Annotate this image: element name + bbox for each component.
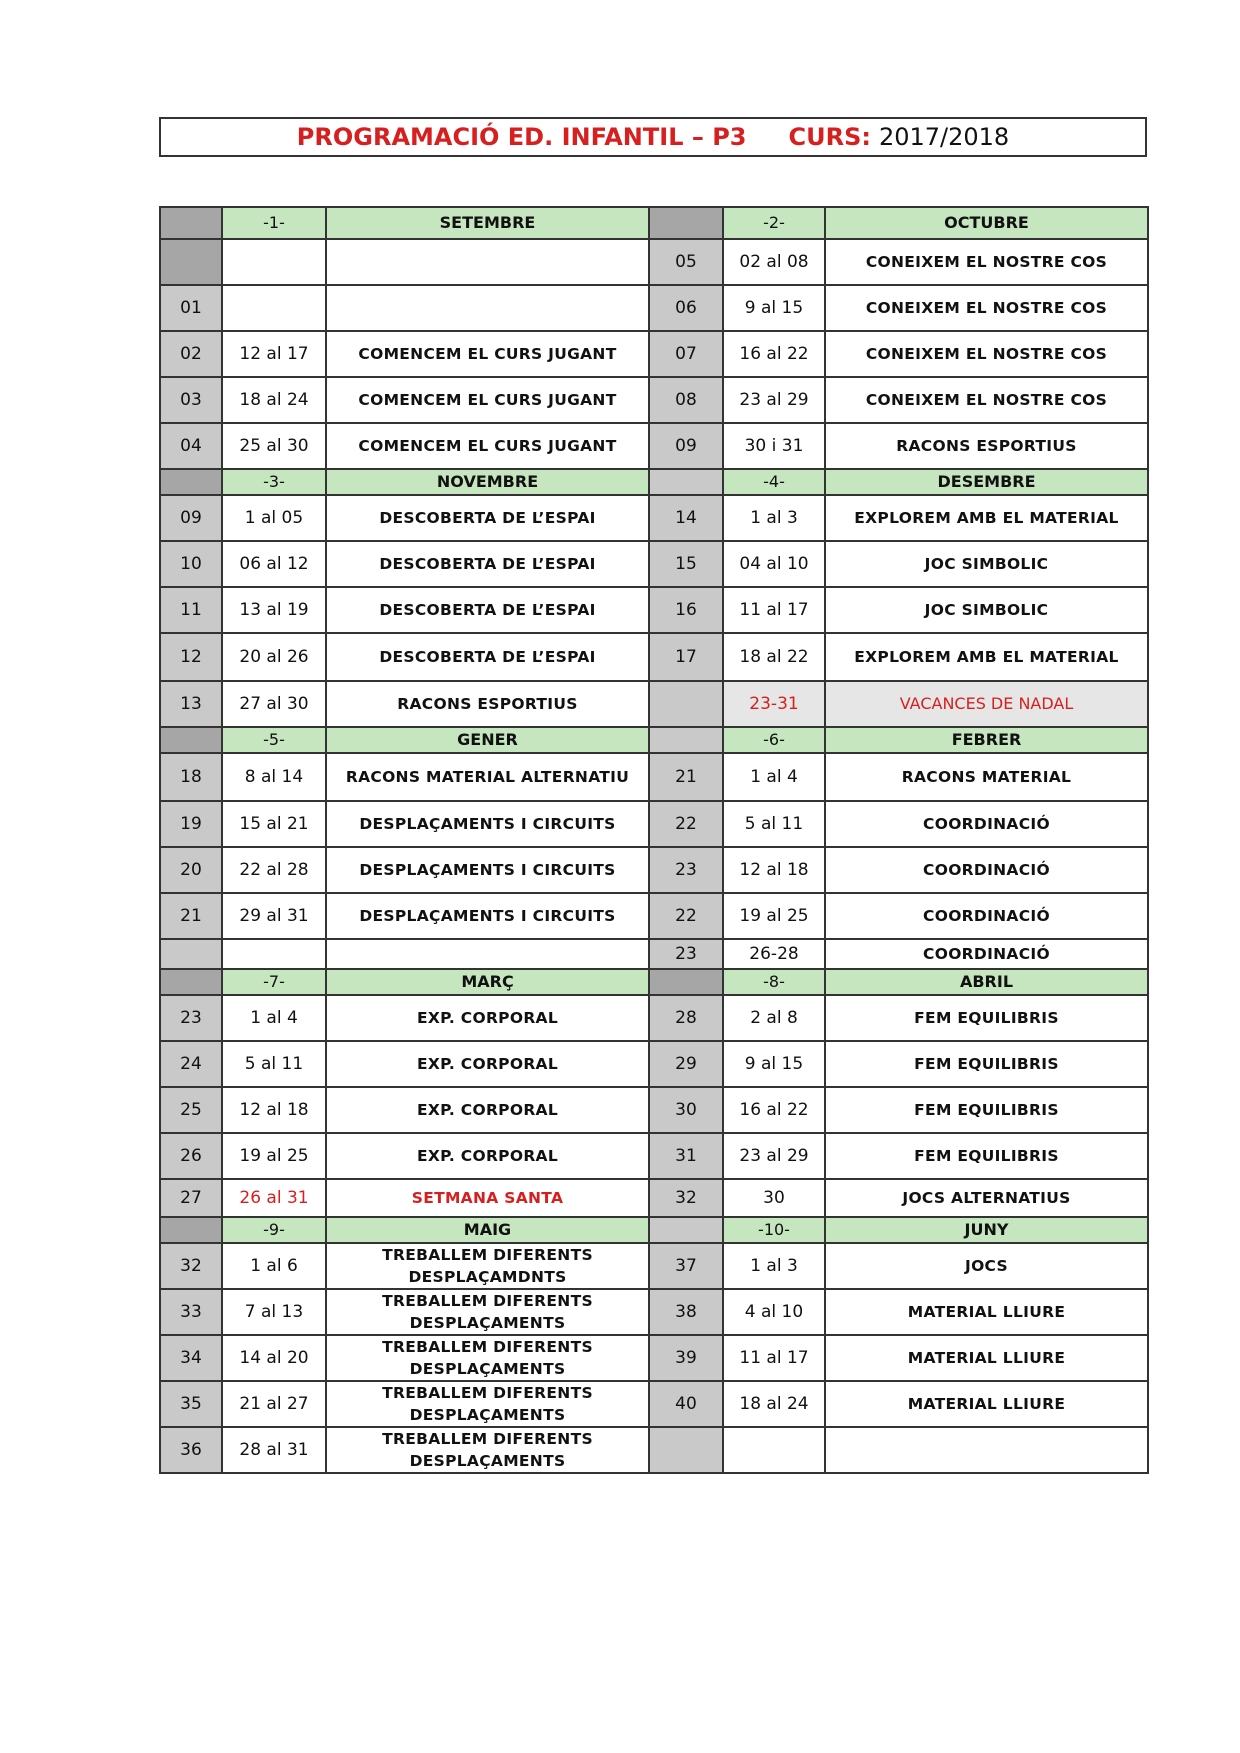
week-dates [222, 285, 326, 331]
month-name: NOVEMBRE [326, 469, 649, 495]
activity: JOCS ALTERNATIUS [825, 1179, 1148, 1217]
activity: CONEIXEM EL NOSTRE COS [825, 331, 1148, 377]
week-dates: 4 al 10 [723, 1289, 825, 1335]
table-row [160, 239, 1148, 285]
activity: DESCOBERTA DE L’ESPAI [326, 541, 649, 587]
gray-cell [160, 969, 222, 995]
week-number: 40 [649, 1381, 723, 1427]
week-dates: 13 al 19 [222, 587, 326, 633]
activity: MATERIAL LLIURE [825, 1289, 1148, 1335]
table-row [160, 377, 1148, 423]
week-number: 22 [649, 893, 723, 939]
week-dates: 12 al 17 [222, 331, 326, 377]
gray-cell [649, 207, 723, 239]
activity: MATERIAL LLIURE [825, 1381, 1148, 1427]
activity: EXPLOREM AMB EL MATERIAL [825, 495, 1148, 541]
table-row [160, 1243, 1148, 1289]
week-dates: 06 al 12 [222, 541, 326, 587]
activity: RACONS ESPORTIUS [825, 423, 1148, 469]
week-dates: 12 al 18 [723, 847, 825, 893]
month-name: ABRIL [825, 969, 1148, 995]
week-dates: 16 al 22 [723, 1087, 825, 1133]
week-number: 31 [649, 1133, 723, 1179]
table-row [160, 1179, 1148, 1217]
week-number: 09 [160, 495, 222, 541]
table-row [160, 285, 1148, 331]
month-header-row [160, 727, 1148, 753]
table-row [160, 541, 1148, 587]
activity: FEM EQUILIBRIS [825, 1041, 1148, 1087]
week-dates: 22 al 28 [222, 847, 326, 893]
month-header-row [160, 969, 1148, 995]
schedule-table [159, 206, 1149, 1474]
week-number: 12 [160, 633, 222, 681]
week-number: 29 [649, 1041, 723, 1087]
activity: EXP. CORPORAL [326, 1087, 649, 1133]
week-number: 33 [160, 1289, 222, 1335]
week-number: 21 [649, 753, 723, 801]
activity: RACONS ESPORTIUS [326, 681, 649, 727]
gray-cell [160, 727, 222, 753]
month-label: -7- [222, 969, 326, 995]
activity: DESCOBERTA DE L’ESPAI [326, 495, 649, 541]
table-row [160, 423, 1148, 469]
week-dates: 19 al 25 [723, 893, 825, 939]
activity: DESPLAÇAMENTS I CIRCUITS [326, 893, 649, 939]
table-row [160, 939, 1148, 969]
month-header-row [160, 469, 1148, 495]
week-number: 03 [160, 377, 222, 423]
week-number: 26 [160, 1133, 222, 1179]
gray-cell [160, 207, 222, 239]
week-dates: 14 al 20 [222, 1335, 326, 1381]
activity: DESPLAÇAMENTS I CIRCUITS [326, 847, 649, 893]
month-name: JUNY [825, 1217, 1148, 1243]
week-number: 17 [649, 633, 723, 681]
week-number: 20 [160, 847, 222, 893]
activity [326, 285, 649, 331]
month-name: GENER [326, 727, 649, 753]
activity: EXPLOREM AMB EL MATERIAL [825, 633, 1148, 681]
table-row [160, 633, 1148, 681]
activity: RACONS MATERIAL ALTERNATIU [326, 753, 649, 801]
table-row [160, 331, 1148, 377]
week-dates: 26 al 31 [222, 1179, 326, 1217]
activity: COMENCEM EL CURS JUGANT [326, 331, 649, 377]
week-dates: 8 al 14 [222, 753, 326, 801]
table-row [160, 893, 1148, 939]
week-number: 04 [160, 423, 222, 469]
curs-value: 2017/2018 [878, 123, 1010, 151]
month-name: OCTUBRE [825, 207, 1148, 239]
month-label: -8- [723, 969, 825, 995]
activity: EXP. CORPORAL [326, 1133, 649, 1179]
week-number: 39 [649, 1335, 723, 1381]
activity: FEM EQUILIBRIS [825, 1133, 1148, 1179]
table-row [160, 847, 1148, 893]
week-dates: 1 al 4 [222, 995, 326, 1041]
activity: COMENCEM EL CURS JUGANT [326, 377, 649, 423]
activity: TREBALLEM DIFERENTS DESPLAÇAMDNTS [326, 1243, 649, 1289]
week-number: 23 [649, 847, 723, 893]
week-number [649, 1427, 723, 1473]
month-label: -5- [222, 727, 326, 753]
activity: COMENCEM EL CURS JUGANT [326, 423, 649, 469]
table-row [160, 995, 1148, 1041]
table-row [160, 495, 1148, 541]
week-number: 01 [160, 285, 222, 331]
table-row [160, 681, 1148, 727]
curs-label: CURS: [788, 123, 871, 151]
week-dates: 30 i 31 [723, 423, 825, 469]
week-number: 23 [160, 995, 222, 1041]
week-dates: 18 al 22 [723, 633, 825, 681]
week-dates: 9 al 15 [723, 1041, 825, 1087]
week-number: 10 [160, 541, 222, 587]
activity: VACANCES DE NADAL [825, 681, 1148, 727]
month-label: -9- [222, 1217, 326, 1243]
table-row [160, 1041, 1148, 1087]
week-dates: 18 al 24 [222, 377, 326, 423]
activity: COORDINACIÓ [825, 893, 1148, 939]
week-number: 07 [649, 331, 723, 377]
activity: COORDINACIÓ [825, 847, 1148, 893]
week-number: 32 [649, 1179, 723, 1217]
week-dates: 27 al 30 [222, 681, 326, 727]
month-header-row [160, 207, 1148, 239]
week-number: 16 [649, 587, 723, 633]
week-dates: 26-28 [723, 939, 825, 969]
week-dates: 5 al 11 [222, 1041, 326, 1087]
table-row [160, 1087, 1148, 1133]
week-dates: 1 al 3 [723, 495, 825, 541]
week-number: 21 [160, 893, 222, 939]
month-label: -4- [723, 469, 825, 495]
week-number: 18 [160, 753, 222, 801]
activity: SETMANA SANTA [326, 1179, 649, 1217]
activity: FEM EQUILIBRIS [825, 1087, 1148, 1133]
activity: JOC SIMBOLIC [825, 587, 1148, 633]
week-dates: 1 al 6 [222, 1243, 326, 1289]
week-number: 08 [649, 377, 723, 423]
table-row [160, 587, 1148, 633]
activity: COORDINACIÓ [825, 939, 1148, 969]
gray-cell [160, 1217, 222, 1243]
activity: COORDINACIÓ [825, 801, 1148, 847]
week-dates: 19 al 25 [222, 1133, 326, 1179]
week-number [649, 681, 723, 727]
activity: DESPLAÇAMENTS I CIRCUITS [326, 801, 649, 847]
table-row [160, 801, 1148, 847]
week-dates: 15 al 21 [222, 801, 326, 847]
week-dates: 30 [723, 1179, 825, 1217]
month-name: FEBRER [825, 727, 1148, 753]
week-number: 24 [160, 1041, 222, 1087]
week-number: 37 [649, 1243, 723, 1289]
week-dates: 28 al 31 [222, 1427, 326, 1473]
month-label: -10- [723, 1217, 825, 1243]
month-label: -3- [222, 469, 326, 495]
week-dates: 18 al 24 [723, 1381, 825, 1427]
month-header-row [160, 1217, 1148, 1243]
activity [326, 939, 649, 969]
week-number: 14 [649, 495, 723, 541]
week-number: 35 [160, 1381, 222, 1427]
activity: JOCS [825, 1243, 1148, 1289]
activity: JOC SIMBOLIC [825, 541, 1148, 587]
gray-cell [649, 469, 723, 495]
week-dates: 25 al 30 [222, 423, 326, 469]
week-number: 11 [160, 587, 222, 633]
week-number: 22 [649, 801, 723, 847]
table-row [160, 753, 1148, 801]
week-dates: 23 al 29 [723, 1133, 825, 1179]
week-number: 15 [649, 541, 723, 587]
activity: TREBALLEM DIFERENTS DESPLAÇAMENTS [326, 1381, 649, 1427]
table-row [160, 1335, 1148, 1381]
week-number: 30 [649, 1087, 723, 1133]
week-dates [222, 939, 326, 969]
activity [326, 239, 649, 285]
week-dates: 02 al 08 [723, 239, 825, 285]
month-name: MAIG [326, 1217, 649, 1243]
week-number: 13 [160, 681, 222, 727]
week-number: 02 [160, 331, 222, 377]
week-dates: 2 al 8 [723, 995, 825, 1041]
activity: EXP. CORPORAL [326, 995, 649, 1041]
month-name: MARÇ [326, 969, 649, 995]
week-dates [222, 239, 326, 285]
gray-cell [649, 1217, 723, 1243]
gray-cell [649, 727, 723, 753]
activity: FEM EQUILIBRIS [825, 995, 1148, 1041]
week-dates: 29 al 31 [222, 893, 326, 939]
week-number: 25 [160, 1087, 222, 1133]
week-number: 34 [160, 1335, 222, 1381]
table-row [160, 1427, 1148, 1473]
week-dates: 11 al 17 [723, 1335, 825, 1381]
week-dates: 04 al 10 [723, 541, 825, 587]
activity: TREBALLEM DIFERENTS DESPLAÇAMENTS [326, 1427, 649, 1473]
activity: TREBALLEM DIFERENTS DESPLAÇAMENTS [326, 1335, 649, 1381]
week-dates: 12 al 18 [222, 1087, 326, 1133]
week-number: 38 [649, 1289, 723, 1335]
week-number [160, 239, 222, 285]
page-title [159, 117, 1147, 157]
month-name: DESEMBRE [825, 469, 1148, 495]
week-number: 36 [160, 1427, 222, 1473]
month-label: -1- [222, 207, 326, 239]
week-dates: 20 al 26 [222, 633, 326, 681]
week-number: 09 [649, 423, 723, 469]
week-number: 28 [649, 995, 723, 1041]
activity: CONEIXEM EL NOSTRE COS [825, 285, 1148, 331]
week-dates: 9 al 15 [723, 285, 825, 331]
week-number: 27 [160, 1179, 222, 1217]
activity: EXP. CORPORAL [326, 1041, 649, 1087]
title-text: PROGRAMACIÓ ED. INFANTIL – P3 [296, 123, 747, 151]
week-dates [723, 1427, 825, 1473]
activity: CONEIXEM EL NOSTRE COS [825, 377, 1148, 423]
gray-cell [160, 469, 222, 495]
week-dates: 23 al 29 [723, 377, 825, 423]
week-dates: 1 al 4 [723, 753, 825, 801]
month-name: SETEMBRE [326, 207, 649, 239]
week-number: 23 [649, 939, 723, 969]
table-row [160, 1133, 1148, 1179]
week-dates: 21 al 27 [222, 1381, 326, 1427]
activity: MATERIAL LLIURE [825, 1335, 1148, 1381]
week-dates: 11 al 17 [723, 587, 825, 633]
activity: TREBALLEM DIFERENTS DESPLAÇAMENTS [326, 1289, 649, 1335]
week-dates: 1 al 3 [723, 1243, 825, 1289]
activity [825, 1427, 1148, 1473]
week-number: 05 [649, 239, 723, 285]
table-row [160, 1289, 1148, 1335]
week-dates: 1 al 05 [222, 495, 326, 541]
month-label: -2- [723, 207, 825, 239]
week-number: 06 [649, 285, 723, 331]
week-number: 32 [160, 1243, 222, 1289]
week-dates: 7 al 13 [222, 1289, 326, 1335]
week-dates: 5 al 11 [723, 801, 825, 847]
table-row [160, 1381, 1148, 1427]
activity: DESCOBERTA DE L’ESPAI [326, 633, 649, 681]
week-dates: 16 al 22 [723, 331, 825, 377]
activity: RACONS MATERIAL [825, 753, 1148, 801]
gray-cell [649, 969, 723, 995]
week-number: 19 [160, 801, 222, 847]
week-dates: 23-31 [723, 681, 825, 727]
activity: DESCOBERTA DE L’ESPAI [326, 587, 649, 633]
activity: CONEIXEM EL NOSTRE COS [825, 239, 1148, 285]
month-label: -6- [723, 727, 825, 753]
week-number [160, 939, 222, 969]
